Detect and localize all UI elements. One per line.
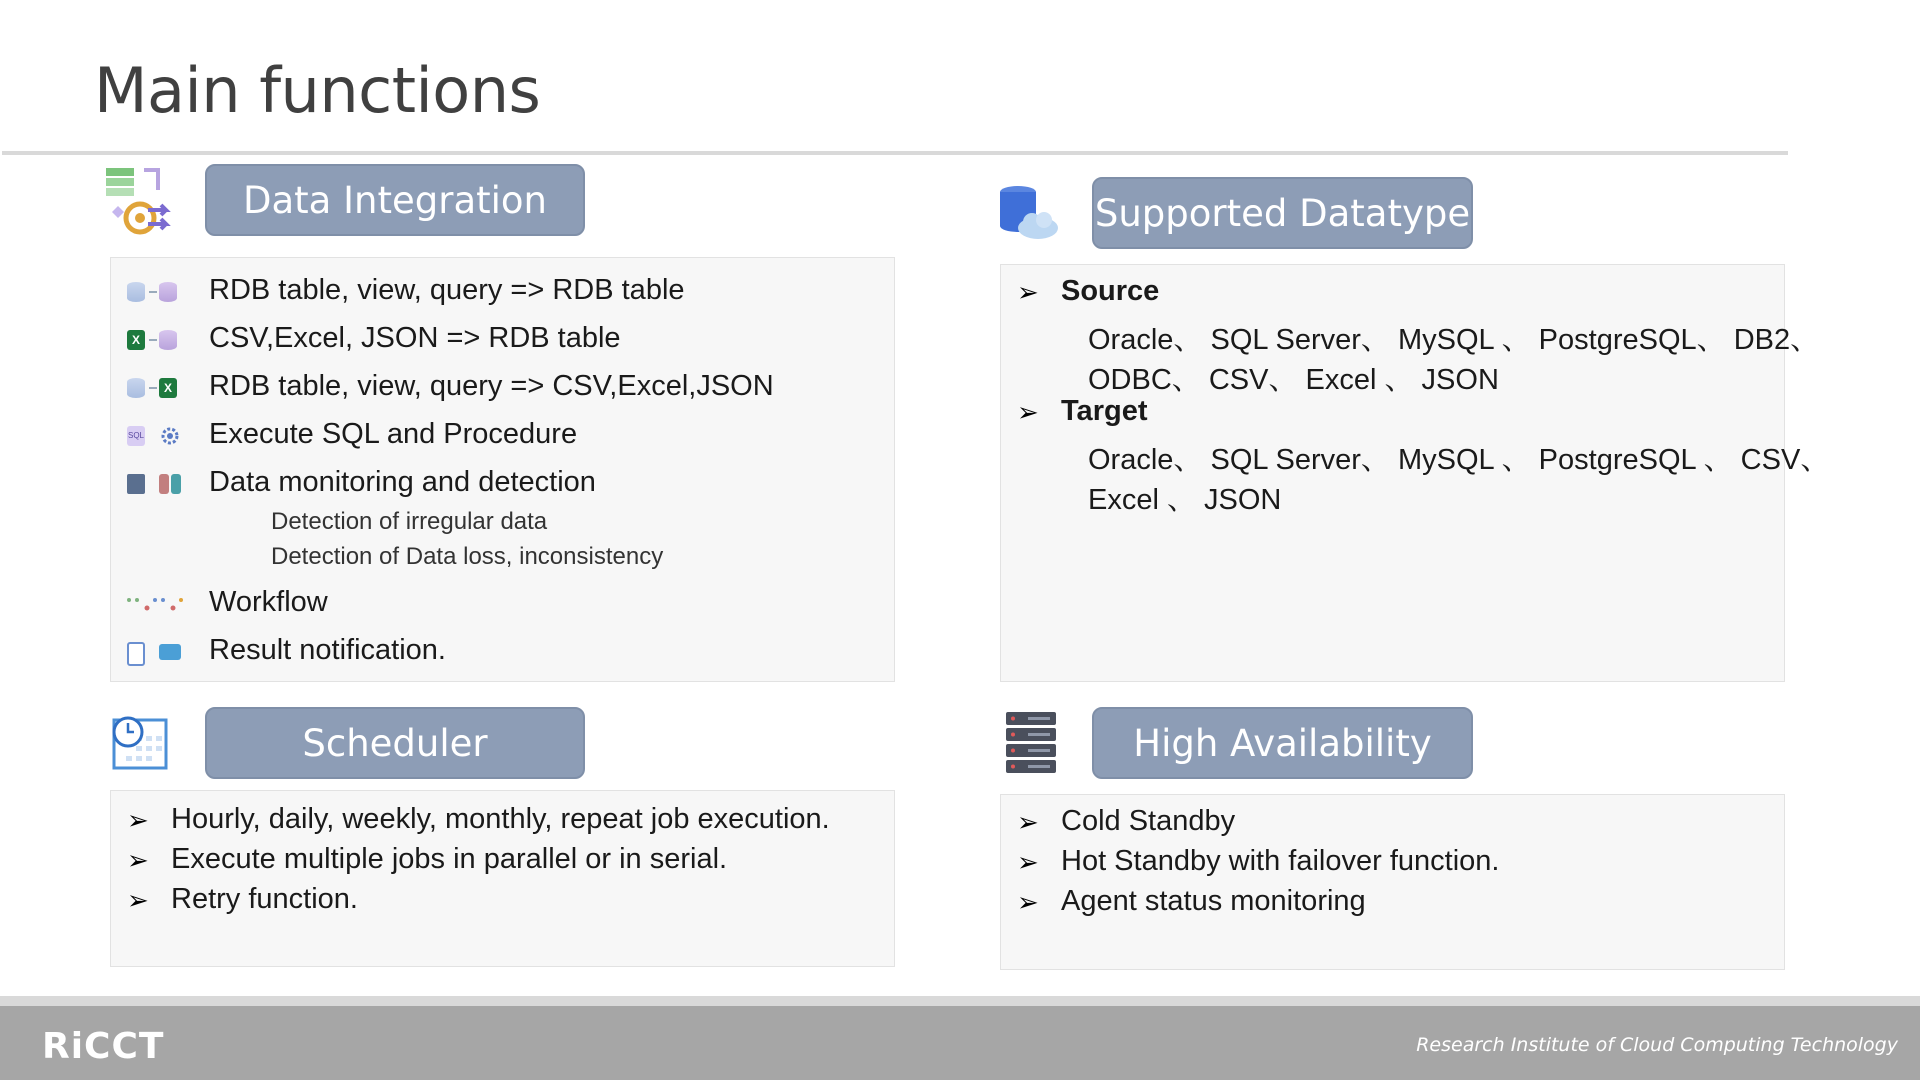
excel-icon: X xyxy=(125,324,209,354)
subitem-data-loss: Detection of Data loss, inconsistency xyxy=(271,543,664,570)
database-icon: X xyxy=(125,372,209,402)
calendar-clock-icon xyxy=(110,714,170,772)
source-item: ➢ Source xyxy=(1017,275,1160,307)
bullet-arrow-icon: ➢ xyxy=(1017,397,1039,427)
bullet-arrow-icon: ➢ xyxy=(1017,847,1039,877)
gear-icon xyxy=(159,425,181,447)
supported-datatype-heading: Supported Datatype xyxy=(1092,177,1473,249)
bullet-arrow-icon: ➢ xyxy=(127,845,149,875)
high-availability-panel xyxy=(1000,794,1785,970)
list-item: ➢ Cold Standby xyxy=(1017,805,1236,837)
bullet-arrow-icon: ➢ xyxy=(1017,807,1039,837)
list-item: SQL Execute SQL and Procedure xyxy=(125,418,577,451)
list-item: ➢ Hot Standby with failover function. xyxy=(1017,845,1500,877)
workflow-icon xyxy=(125,588,209,618)
list-item: Result notification. xyxy=(125,634,446,667)
list-item: Data monitoring and detection xyxy=(125,466,596,499)
source-list-line1: Oracle、 SQL Server、 MySQL 、 PostgreSQL、 DB2、 xyxy=(1088,324,1820,356)
scheduler-heading: Scheduler xyxy=(205,707,585,779)
bullet-arrow-icon: ➢ xyxy=(1017,887,1039,917)
target-list-line2: Excel 、 JSON xyxy=(1088,484,1282,516)
ricct-logo: RiCCT xyxy=(42,1026,165,1067)
data-integration-panel xyxy=(110,257,895,682)
list-item: ➢ Hourly, daily, weekly, monthly, repeat job execution. xyxy=(127,803,830,835)
source-list-line2: ODBC、 CSV、 Excel 、 JSON xyxy=(1088,364,1499,396)
notification-icon xyxy=(125,636,209,666)
sql-icon: SQL xyxy=(125,420,209,450)
page-title: Main functions xyxy=(94,54,541,127)
bullet-arrow-icon: ➢ xyxy=(127,805,149,835)
monitor-icon xyxy=(125,468,209,498)
list-item: ➢ Retry function. xyxy=(127,883,358,915)
list-item: ➢ Agent status monitoring xyxy=(1017,885,1366,917)
target-list-line1: Oracle、 SQL Server、 MySQL 、 PostgreSQL 、 CSV、 xyxy=(1088,444,1830,476)
subitem-irregular-data: Detection of irregular data xyxy=(271,508,548,535)
list-item: X RDB table, view, query => CSV,Excel,JSON xyxy=(125,370,774,403)
database-icon xyxy=(125,276,209,306)
integration-icon xyxy=(104,166,172,242)
bullet-arrow-icon: ➢ xyxy=(127,885,149,915)
data-integration-heading: Data Integration xyxy=(205,164,585,236)
supported-datatype-panel xyxy=(1000,264,1830,682)
bullet-arrow-icon: ➢ xyxy=(1017,277,1039,307)
target-item: ➢ Target xyxy=(1017,395,1148,427)
list-item: Workflow xyxy=(125,586,328,619)
list-item: ➢ Execute multiple jobs in parallel or in serial. xyxy=(127,843,728,875)
scheduler-panel xyxy=(110,790,895,967)
server-rack-icon xyxy=(1006,712,1056,774)
footer xyxy=(0,1006,1920,1080)
organization-name: Research Institute of Cloud Computing Technology xyxy=(1416,1034,1898,1056)
high-availability-heading: High Availability xyxy=(1092,707,1473,779)
list-item: X CSV,Excel, JSON => RDB table xyxy=(125,322,621,355)
footer-divider xyxy=(0,996,1920,1006)
list-item: RDB table, view, query => RDB table xyxy=(125,274,685,307)
database-cloud-icon xyxy=(998,184,1062,242)
mail-icon xyxy=(159,644,181,660)
title-divider xyxy=(2,151,1788,155)
